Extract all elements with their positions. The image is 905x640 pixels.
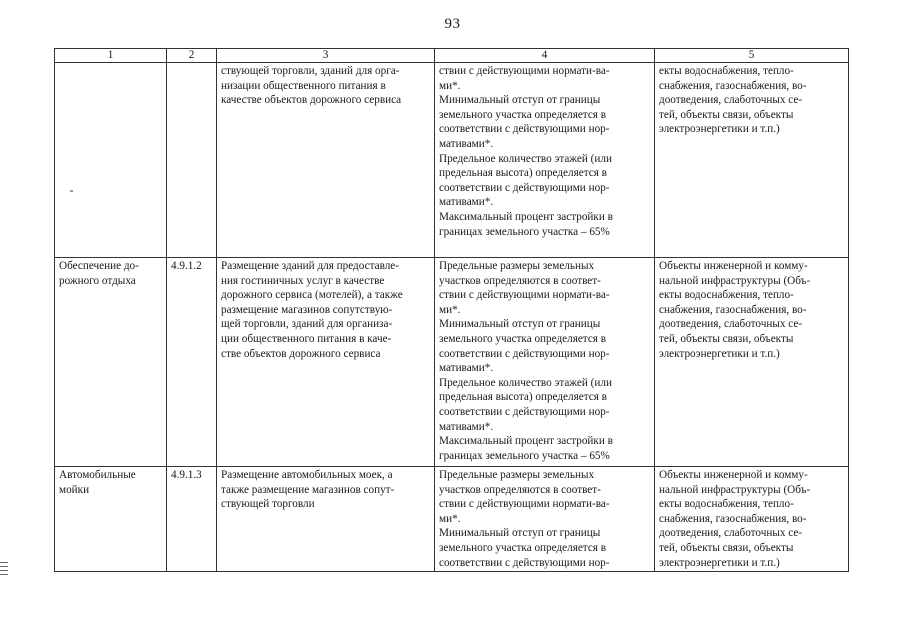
cell-line: 4.9.1.3 [171, 469, 202, 481]
cell-line: Объекты инженерной и комму- [659, 260, 808, 272]
cell-line: Предельное количество этажей (или [439, 376, 612, 389]
cell-line: тей, объекты связи, объекты [659, 108, 794, 121]
scan-speck [70, 190, 73, 192]
cell-line: соответствии с действующими нор- [439, 123, 610, 136]
cell-line: электроэнергетики и т.п.) [659, 123, 780, 136]
cell-line: мативами*. [439, 420, 494, 433]
cell-line: Минимальный отступ от границы [439, 94, 601, 107]
cell-line: также размещение магазинов сопут- [221, 483, 395, 496]
use-code-cell [167, 467, 217, 572]
cell-line: электроэнергетики и т.п.) [659, 556, 780, 569]
cell-line: соответствии с действующими нор- [439, 556, 610, 569]
cell-line: Размещение зданий для предоставле- [221, 260, 399, 272]
binding-edge-marks [0, 562, 8, 578]
regulations-table [54, 48, 849, 572]
cell-line: нальной инфраструктуры (Объ- [659, 483, 811, 496]
cell-line: ствующей торговли, зданий для орга- [221, 65, 400, 77]
header-cell-4: 4 [435, 49, 655, 63]
use-name-cell [55, 63, 167, 258]
cell-line: екты водоснабжения, тепло- [659, 289, 794, 302]
cell-line: снабжения, газоснабжения, во- [659, 303, 807, 316]
cell-line: щей торговли, зданий для организа- [221, 318, 393, 331]
cell-line: ции общественного питания в каче- [221, 332, 392, 345]
use-description-cell [217, 467, 435, 572]
cell-line: Объекты инженерной и комму- [659, 469, 808, 481]
use-code-cell [167, 258, 217, 467]
cell-line: земельного участка определяется в [439, 541, 607, 554]
cell-line: предельная высота) определяется в [439, 167, 607, 180]
cell-line: мативами*. [439, 196, 494, 209]
cell-line: ствии с действующими нормати-ва- [439, 498, 610, 511]
cell-line: Минимальный отступ от границы [439, 318, 601, 331]
cell-line: стве объектов дорожного сервиса [221, 347, 381, 360]
header-cell-1: 1 [55, 49, 167, 63]
cell-line: дорожного сервиса (мотелей), а также [221, 289, 403, 302]
cell-line: доотведения, слаботочных се- [659, 94, 803, 107]
cell-line: ствии с действующими нормати-ва- [439, 65, 610, 77]
cell-line: Автомобильные [59, 469, 136, 481]
cell-line: предельная высота) определяется в [439, 391, 607, 404]
cell-line: Размещение автомобильных моек, а [221, 469, 393, 481]
cell-line: соответствии с действующими нор- [439, 347, 610, 360]
cell-line: ми*. [439, 303, 461, 316]
cell-line: Предельное количество этажей (или [439, 152, 612, 165]
cell-line: Минимальный отступ от границы [439, 527, 601, 540]
cell-line: Предельные размеры земельных [439, 260, 595, 272]
use-name-cell [55, 258, 167, 467]
cell-line: низации общественного питания в [221, 79, 386, 92]
header-cell-3: 3 [217, 49, 435, 63]
cell-line: размещение магазинов сопутствую- [221, 303, 393, 316]
cell-line: качестве объектов дорожного сервиса [221, 94, 402, 107]
cell-line: земельного участка определяется в [439, 332, 607, 345]
page-number: 93 [444, 16, 461, 32]
header-cell-5: 5 [655, 49, 849, 63]
cell-line: границах земельного участка – 65% [439, 225, 610, 238]
cell-line: участков определяются в соответ- [439, 274, 601, 287]
cell-line: доотведения, слаботочных се- [659, 318, 803, 331]
cell-line: Предельные размеры земельных [439, 469, 595, 481]
cell-line: тей, объекты связи, объекты [659, 541, 794, 554]
cell-line: земельного участка определяется в [439, 108, 607, 121]
cell-line: участков определяются в соответ- [439, 483, 601, 496]
cell-line: ми*. [439, 512, 461, 525]
cell-line: екты водоснабжения, тепло- [659, 65, 794, 77]
cell-line: ния гостиничных услуг в качестве [221, 274, 385, 287]
cell-line: мативами*. [439, 362, 494, 375]
cell-line: 4.9.1.2 [171, 260, 202, 272]
auxiliary-objects-cell [655, 467, 849, 572]
cell-line: соответствии с действующими нор- [439, 405, 610, 418]
cell-line: снабжения, газоснабжения, во- [659, 79, 807, 92]
cell-line: Максимальный процент застройки в [439, 435, 613, 448]
cell-line: электроэнергетики и т.п.) [659, 347, 780, 360]
cell-line: доотведения, слаботочных се- [659, 527, 803, 540]
use-code-cell [167, 63, 217, 258]
cell-line: екты водоснабжения, тепло- [659, 498, 794, 511]
parameters-cell [435, 258, 655, 467]
use-name-cell [55, 467, 167, 572]
cell-line: ствующей торговли [221, 498, 315, 511]
cell-line: ствии с действующими нормати-ва- [439, 289, 610, 302]
cell-line: Максимальный процент застройки в [439, 210, 613, 223]
use-description-cell [217, 258, 435, 467]
cell-line: снабжения, газоснабжения, во- [659, 512, 807, 525]
cell-line: границах земельного участка – 65% [439, 449, 610, 462]
parameters-cell [435, 63, 655, 258]
cell-line: Обеспечение до- [59, 260, 139, 272]
table-row [55, 258, 849, 467]
parameters-cell [435, 467, 655, 572]
cell-line: рожного отдыха [59, 274, 136, 287]
cell-line: соответствии с действующими нор- [439, 181, 610, 194]
header-cell-2: 2 [167, 49, 217, 63]
use-description-cell [217, 63, 435, 258]
cell-line: ми*. [439, 79, 461, 92]
cell-line: нальной инфраструктуры (Объ- [659, 274, 811, 287]
table-row [55, 63, 849, 258]
table-row [55, 467, 849, 572]
cell-line: мативами*. [439, 137, 494, 150]
header-row [55, 49, 849, 63]
auxiliary-objects-cell [655, 63, 849, 258]
cell-line: тей, объекты связи, объекты [659, 332, 794, 345]
auxiliary-objects-cell [655, 258, 849, 467]
cell-line: мойки [59, 483, 90, 496]
